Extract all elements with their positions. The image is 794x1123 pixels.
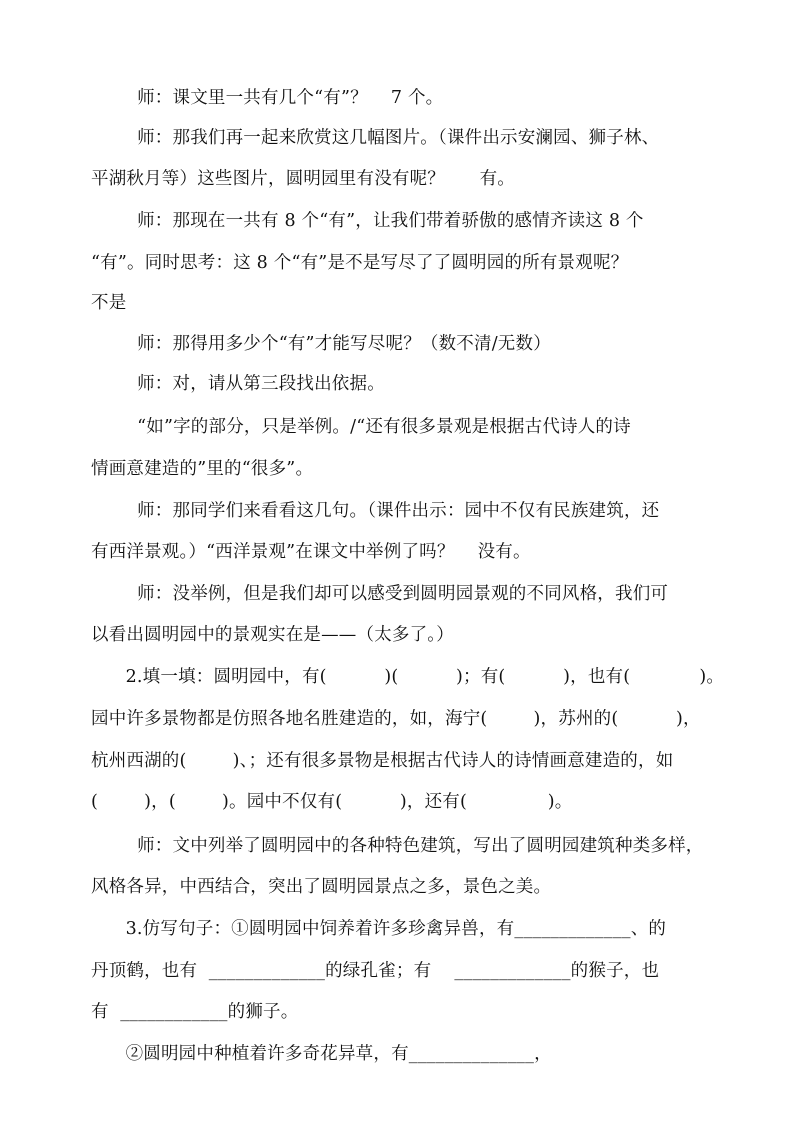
- text-line: 杭州西湖的( )、；还有很多景物是根据古代诗人的诗情画意建造的，如: [91, 751, 674, 771]
- text-line: “有”。同时思考：这 8 个“有”是不是写尽了了圆明园的所有景观呢？: [91, 253, 629, 273]
- text-line: 师：课文里一共有几个“有”？ 7 个。: [91, 88, 444, 108]
- text-line: 有 ____________的狮子。: [91, 1002, 299, 1022]
- text-line: 师：那我们再一起来欣赏这几幅图片。（课件出示安澜园、狮子林、: [91, 128, 660, 148]
- question-imitate-sentence: 3.仿写句子：①圆明园中饲养着许多珍禽异兽，有_____________、的: [91, 919, 667, 939]
- text-line: 师：那同学们来看看这几句。（课件出示：园中不仅有民族建筑，还: [91, 501, 660, 521]
- text-line: 丹顶鹤，也有 _____________的绿孔雀；有 _____________的猴子，也: [91, 961, 660, 981]
- text-line: ②圆明园中种植着许多奇花异草，有______________，: [91, 1044, 552, 1064]
- text-line: 有西洋景观。）“西洋景观”在课文中举例了吗？ 没有。: [91, 542, 531, 562]
- question-fill-blank: 2.填一填：圆明园中，有( )( )；有( )，也有( )。: [91, 667, 725, 687]
- text-line: 风格各异，中西结合，突出了圆明园景点之多，景色之美。: [91, 877, 552, 897]
- text-line: 师：文中列举了圆明园中的各种特色建筑，写出了圆明园建筑种类多样，: [91, 836, 704, 856]
- text-line: 平湖秋月等）这些图片，圆明园里有没有呢？ 有。: [91, 169, 515, 189]
- text-line: 园中许多景物都是仿照各地名胜建造的，如，海宁( )，苏州的( )，: [91, 709, 701, 729]
- text-line: 师：对，请从第三段找出依据。: [91, 374, 385, 394]
- text-line: “如”字的部分，只是举例。/“还有很多景观是根据古代诗人的诗: [91, 417, 631, 437]
- text-line: 情画意建造的”里的“很多”。: [91, 459, 314, 479]
- text-line: 以看出圆明园中的景观实在是——（太多了。）: [91, 625, 454, 645]
- text-line: 不是: [91, 293, 127, 313]
- text-line: ( )，( )。园中不仅有( )，还有( )。: [91, 792, 573, 812]
- text-line: 师：那得用多少个“有”才能写尽呢？（数不清/无数）: [91, 334, 551, 354]
- text-line: 师：没举例，但是我们却可以感受到圆明园景观的不同风格，我们可: [91, 584, 669, 604]
- text-line: 师：那现在一共有 8 个“有”，让我们带着骄傲的感情齐读这 8 个: [91, 211, 644, 231]
